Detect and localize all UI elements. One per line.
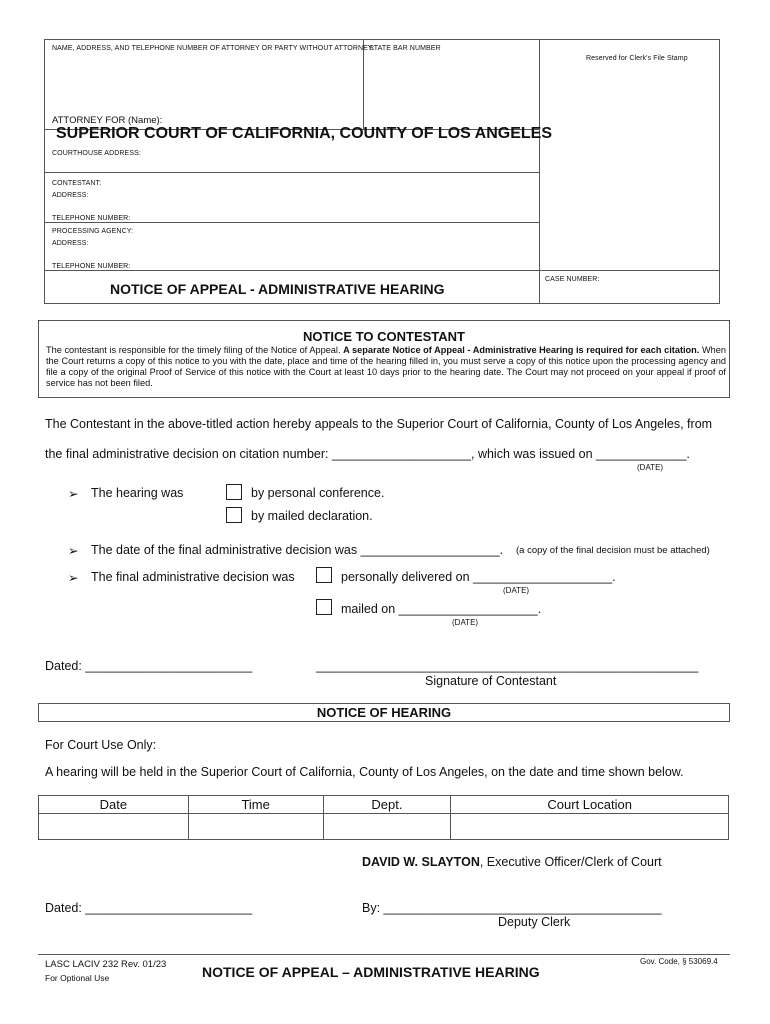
contestant-signature-line: _______________________________________________________ [316, 659, 699, 673]
caption-divider-vertical [539, 39, 540, 304]
mailed-on-line: mailed on ____________________. [341, 602, 542, 616]
officer-title: , Executive Officer/Clerk of Court [479, 855, 662, 869]
notice-of-hearing-title: NOTICE OF HEARING [316, 705, 452, 720]
appeal-statement: The Contestant in the above-titled action hereby appeals to the Superior Court of California, County of Los Angeles, from [45, 417, 713, 431]
notice-text-bold: A separate Notice of Appeal - Administrative Hearing is required for each citation. [343, 345, 700, 355]
attorney-for-label: ATTORNEY FOR (Name): [52, 115, 163, 126]
decision-was-label: The final administrative decision was [91, 570, 295, 584]
case-number-label: CASE NUMBER: [545, 276, 600, 283]
mailed-date-label: (DATE) [452, 618, 479, 627]
footer-rule [38, 954, 730, 955]
column-court-location: Court Location [451, 796, 729, 814]
form-title: NOTICE OF APPEAL - ADMINISTRATIVE HEARING [110, 281, 445, 297]
citation-line: the final administrative decision on citation number: ____________________, which was issued on _____________. [45, 447, 690, 461]
contestant-divider [44, 222, 539, 223]
column-time: Time [188, 796, 323, 814]
mailed-on-checkbox[interactable] [316, 599, 332, 615]
personal-conference-checkbox[interactable] [226, 484, 242, 500]
hearing-details-table [38, 795, 729, 840]
state-bar-label: STATE BAR NUMBER [369, 45, 441, 52]
agency-divider [44, 270, 539, 271]
form-id: LASC LACIV 232 Rev. 01/23 [45, 959, 167, 970]
notice-text-intro: The contestant is responsible for the timely filing of the Notice of Appeal. [46, 345, 341, 355]
deputy-clerk-label: Deputy Clerk [498, 915, 571, 929]
hearing-dept-cell[interactable] [323, 814, 451, 840]
notice-to-contestant-text [46, 345, 726, 389]
personally-delivered-line: personally delivered on ____________________. [341, 570, 616, 584]
case-number-divider [539, 270, 720, 271]
column-dept: Dept. [323, 796, 451, 814]
clerk-signature-block [362, 855, 662, 869]
column-date: Date [39, 796, 189, 814]
mailed-declaration-label: by mailed declaration. [251, 509, 373, 523]
contestant-dated-line: Dated: ________________________ [45, 659, 253, 673]
notice-to-contestant-title: NOTICE TO CONTESTANT [302, 329, 466, 344]
agency-telephone-label: TELEPHONE NUMBER: [52, 263, 131, 270]
processing-agency-label: PROCESSING AGENCY: [52, 228, 134, 235]
court-use-label: For Court Use Only: [45, 738, 157, 752]
attorney-label: NAME, ADDRESS, AND TELEPHONE NUMBER OF ATTORNEY OR PARTY WITHOUT ATTORNEY: [52, 45, 375, 52]
optional-use-label: For Optional Use [45, 973, 110, 983]
contestant-address-label: ADDRESS: [52, 192, 89, 199]
courthouse-address-label: COURTHOUSE ADDRESS: [52, 150, 141, 157]
hearing-location-cell[interactable] [451, 814, 729, 840]
bullet-decision-delivery: ➢ [68, 571, 79, 585]
court-title: SUPERIOR COURT OF CALIFORNIA, COUNTY OF LOS ANGELES [56, 125, 553, 142]
clerk-stamp-label: Reserved for Clerk's File Stamp [586, 55, 688, 62]
decision-attach-note: (a copy of the final decision must be attached) [516, 545, 710, 556]
mailed-declaration-checkbox[interactable] [226, 507, 242, 523]
contestant-signature-label: Signature of Contestant [425, 674, 557, 688]
footer-title: NOTICE OF APPEAL – ADMINISTRATIVE HEARING [202, 964, 540, 980]
hearing-was-label: The hearing was [91, 486, 184, 500]
bar-number-divider [363, 39, 364, 129]
issued-date-label: (DATE) [637, 463, 664, 472]
hearing-table-header-row [39, 796, 729, 814]
clerk-dated-line: Dated: ________________________ [45, 901, 253, 915]
decision-date-line: The date of the final administrative decision was ____________________. [91, 543, 504, 557]
courthouse-address-divider [44, 172, 539, 173]
bullet-hearing: ➢ [68, 487, 79, 501]
gov-code-citation: Gov. Code, § 53069.4 [640, 957, 718, 966]
personal-conference-label: by personal conference. [251, 486, 385, 500]
agency-address-label: ADDRESS: [52, 240, 89, 247]
bullet-decision-date: ➢ [68, 544, 79, 558]
hearing-time-cell[interactable] [188, 814, 323, 840]
notice-text-details: When the Court returns a copy of this notice to you with the date, place and time of the hearing filled in, you must serve a copy of this notice upon the processing agency and file a copy of the original Proof of Service of this notice with the Court at least 10 days prior to the hearing date. The Court may not proceed on your appeal if proof of service has not been filed. [46, 345, 726, 388]
contestant-label: CONTESTANT: [52, 180, 102, 187]
deputy-by-line: By: ________________________________________ [362, 901, 662, 915]
contestant-telephone-label: TELEPHONE NUMBER: [52, 215, 131, 222]
hearing-statement: A hearing will be held in the Superior Court of California, County of Los Angeles, on the date and time shown below. [45, 765, 684, 779]
hearing-date-cell[interactable] [39, 814, 189, 840]
officer-name: DAVID W. SLAYTON [362, 855, 480, 869]
personally-delivered-checkbox[interactable] [316, 567, 332, 583]
hearing-table-entry-row [39, 814, 729, 840]
delivered-date-label: (DATE) [503, 586, 530, 595]
